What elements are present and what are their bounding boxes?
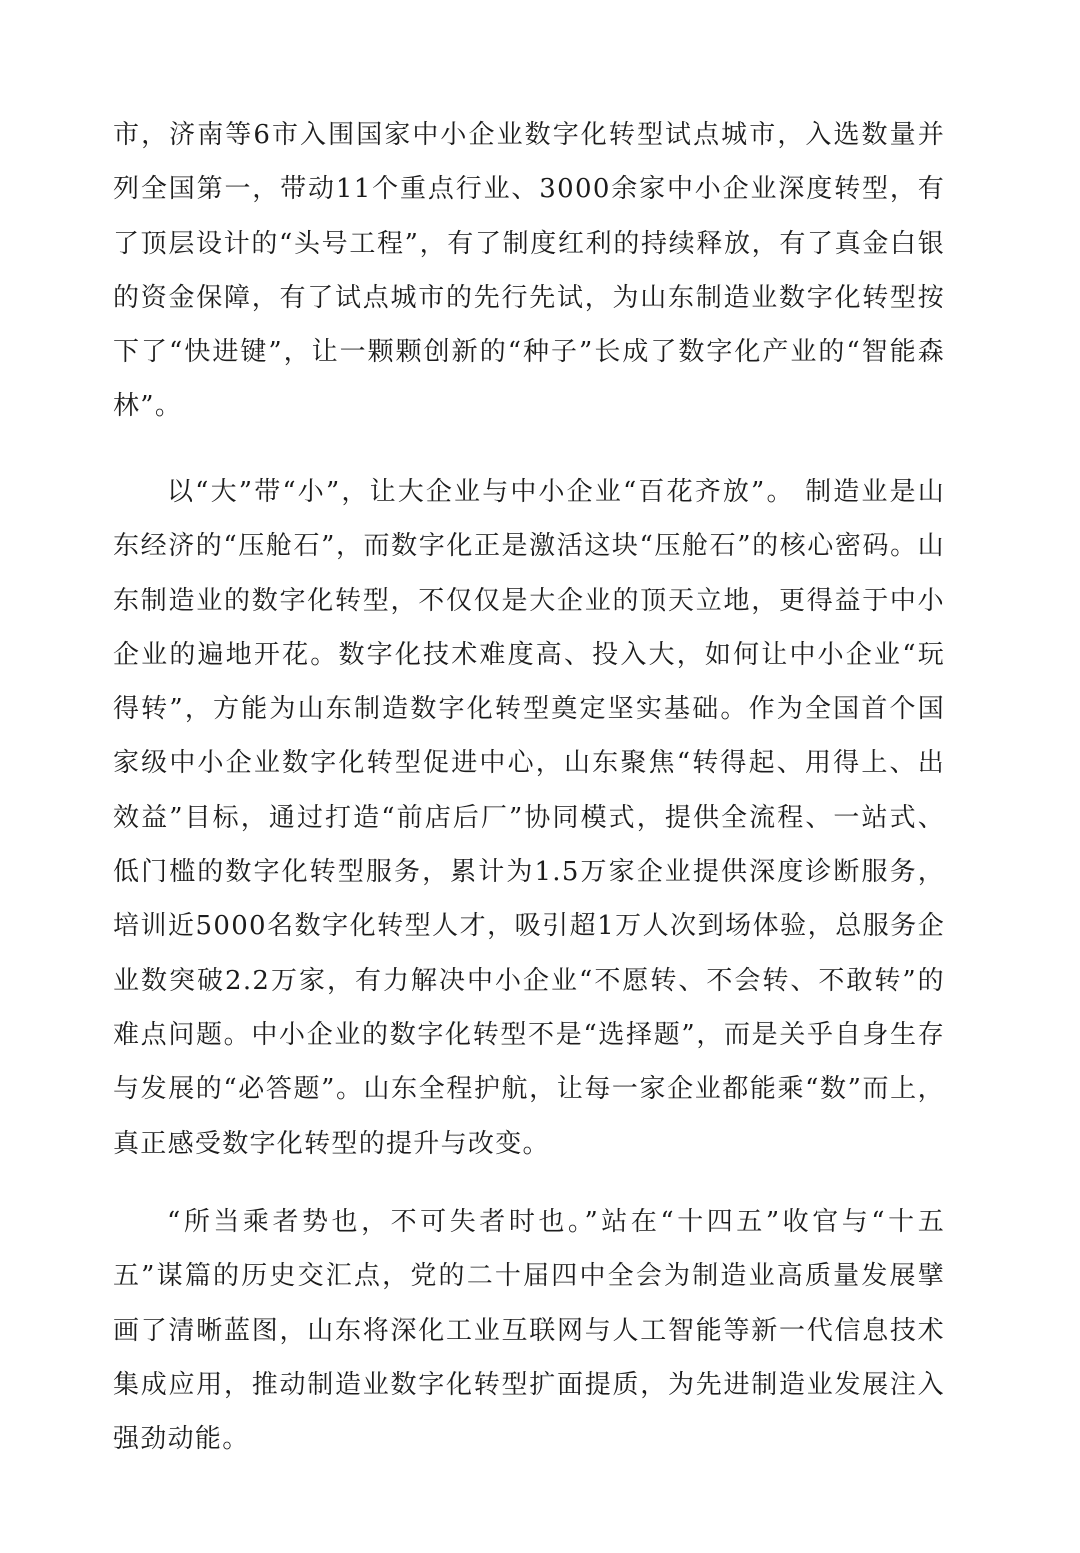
- paragraph-2: 以“大”带“小”，让大企业与中小企业“百花齐放”。 制造业是山东经济的“压舱石”，而数字化正是激活这块“压舱石”的核心密码。山东制造业的数字化转型，不仅仅是大企业的顶天立地，更得益于中小企业的遍地开花。数字化技术难度高、投入大，如何让中小企业“玩得转”，方能为山东制造数字化转型奠定坚实基础。作为全国首个国家级中小企业数字化转型促进中心，山东聚焦“转得起、用得上、出效益”目标，通过打造“前店后厂”协同模式，提供全流程、一站式、低门槛的数字化转型服务，累计为1.5万家企业提供深度诊断服务，培训近5000名数字化转型人才，吸引超1万人次到场体验，总服务企业数突破2.2万家，有力解决中小企业“不愿转、不会转、不敢转”的难点问题。中小企业的数字化转型不是“选择题”，而是关乎自身生存与发展的“必答题”。山东全程护航，让每一家企业都能乘“数”而上，真正感受数字化转型的提升与改变。: [113, 477, 945, 1159]
- paragraph-1: 市，济南等6市入围国家中小企业数字化转型试点城市，入选数量并列全国第一，带动11个重点行业、3000余家中小企业深度转型，有了顶层设计的“头号工程”，有了制度红利的持续释放，有了真金白银的资金保障，有了试点城市的先行先试，为山东制造业数字化转型按下了“快进键”，让一颗颗创新的“种子”长成了数字化产业的“智能森林”。: [113, 120, 945, 422]
- paragraph-3: “所当乘者势也，不可失者时也。”站在“十四五”收官与“十五五”谋篇的历史交汇点，党的二十届四中全会为制造业高质量发展擘画了清晰蓝图，山东将深化工业互联网与人工智能等新一代信息技术集成应用，推动制造业数字化转型扩面提质，为先进制造业发展注入强劲动能。: [113, 1207, 945, 1455]
